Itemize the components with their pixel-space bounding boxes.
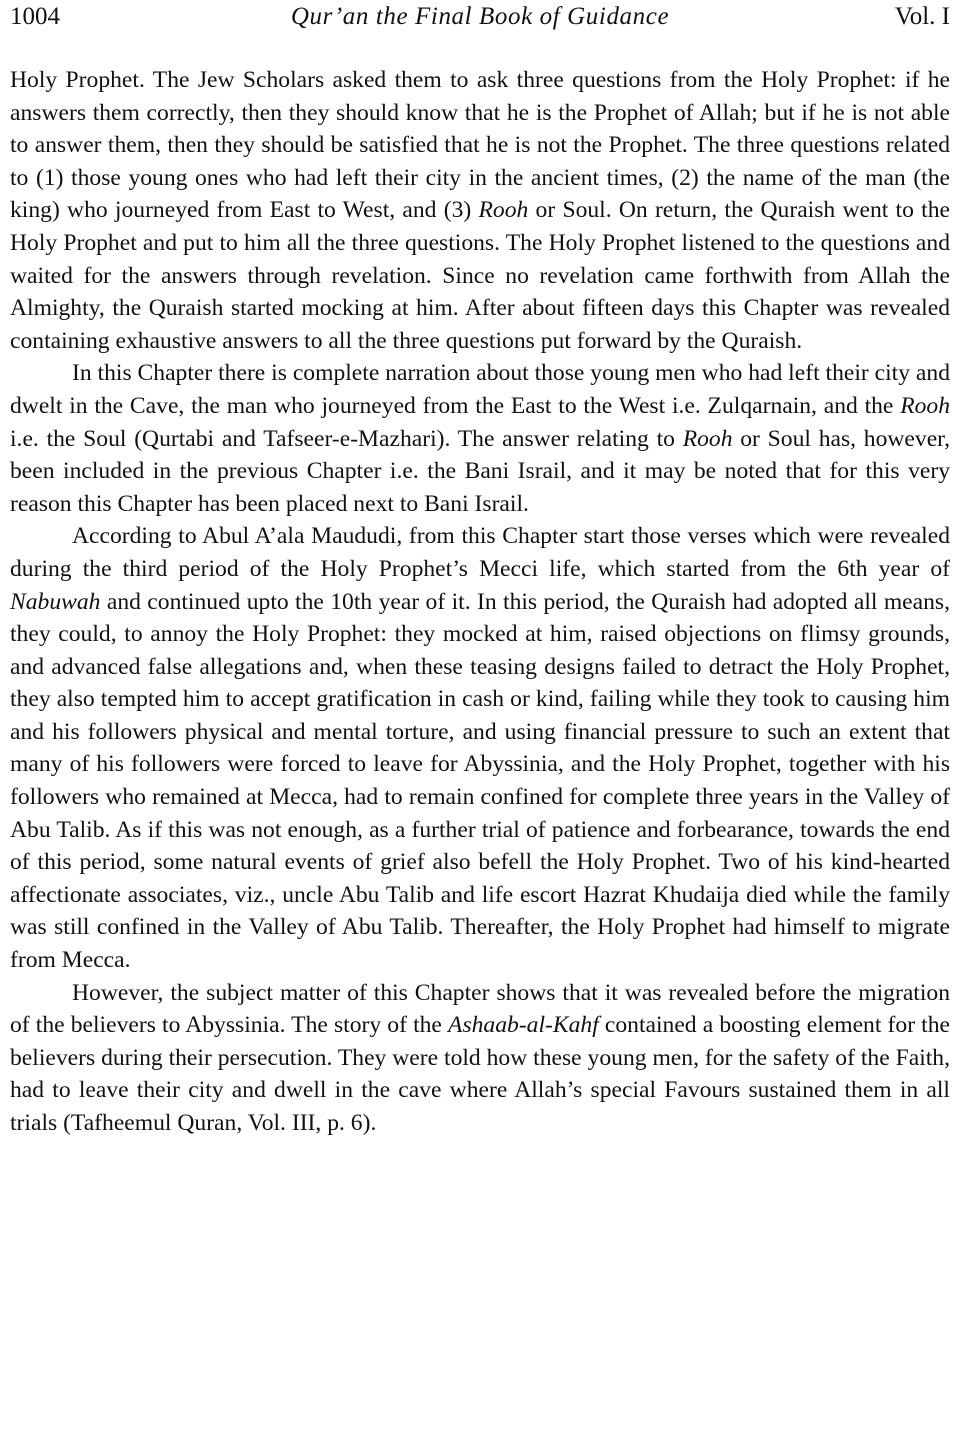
paragraph-text: Holy Prophet. The Jew Scholars asked them to ask three questions from the Holy Prophet: if he answers them correctly, then they should know that he is the Prophet of Allah; but if he is not able to answer them, then they should be satisfied that he is not the Prophet. The three questions related to (1) those young ones who had left their city in the ancient times, (2) the name of the man (the king) who journeyed from East to West, and (3): [10, 67, 950, 224]
paragraph-2: [10, 357, 950, 520]
paragraph-text: However, the subject matter of this Chapter shows that it was revealed before the migration of the believers to Abyssinia. The story of the: [10, 979, 950, 1039]
paragraph-text: and continued upto the 10th year of it. In this period, the Quraish had adopted all means, they could, to annoy the Holy Prophet: they mocked at him, raised objections on flimsy grounds, and advanced false allegations and, when these teasing designs failed to detract the Holy Prophet, they also tempted him to accept gratification in cash or kind, failing while they took to causing him and his followers physical and mental torture, and using financial pressure to such an extent that many of his followers were forced to leave for Abyssinia, and the Holy Prophet, together with his followers who remained at Mecca, had to remain confined for complete three years in the Valley of Abu Talib. As if this was not enough, as a further trial of patience and forbearance, towards the end of this period, some natural events of grief also befell the Holy Prophet. Two of his kind-hearted affectionate associates, viz., uncle Abu Talib and life escort Hazrat Khudaija died while the family was still confined in the Valley of Abu Talib. Thereafter, the Holy Prophet had himself to migrate from Mecca.: [10, 588, 950, 974]
paragraph-3: [10, 520, 950, 976]
italic-term: Ashaab-al-Kahf: [448, 1012, 599, 1039]
page-number: 1004: [10, 3, 60, 30]
paragraph-text: or Soul has, however, been included in the previous Chapter i.e. the Bani Israil, and it may be noted that for this very reason this Chapter has been placed next to Bani Israil.: [10, 425, 950, 517]
italic-term: Rooh: [900, 392, 950, 419]
paragraph-text: In this Chapter there is complete narration about those young men who had left their city and dwelt in the Cave, the man who journeyed from the East to the West i.e. Zulqarnain, and the: [10, 360, 950, 419]
paragraph-text: According to Abul A’ala Maududi, from this Chapter start those verses which were revealed during the third period of the Holy Prophet’s Mecci life, which started from the 6th year of: [10, 523, 950, 582]
paragraph-text: i.e. the Soul (Qurtabi and Tafseer-e-Mazhari). The answer relating to: [10, 425, 683, 452]
volume-label: Vol. I: [894, 3, 950, 30]
page-body: [10, 64, 950, 1140]
italic-term: Nabuwah: [10, 588, 101, 615]
paragraph-4: [10, 977, 950, 1140]
book-title: Qur’an the Final Book of Guidance: [290, 3, 670, 30]
italic-term: Rooh: [478, 197, 529, 224]
paragraph-1: [10, 64, 950, 357]
italic-term: Rooh: [682, 425, 733, 452]
page-header: [10, 0, 950, 40]
paragraph-text: or Soul. On return, the Quraish went to the Holy Prophet and put to him all the three questions. The Holy Prophet listened to the questions and waited for the answers through revelation. Since no revelation came forthwith from Allah the Almighty, the Quraish started mocking at him. After about fifteen days this Chapter was revealed containing exhaustive answers to all the three questions put forward by the Quraish.: [10, 197, 950, 354]
paragraph-text: contained a boosting element for the believers during their persecution. They were told how these young men, for the safety of the Faith, had to leave their city and dwell in the cave where Allah’s special Favours sustained them in all trials (Tafheemul Quran, Vol. III, p. 6).: [10, 1012, 950, 1136]
